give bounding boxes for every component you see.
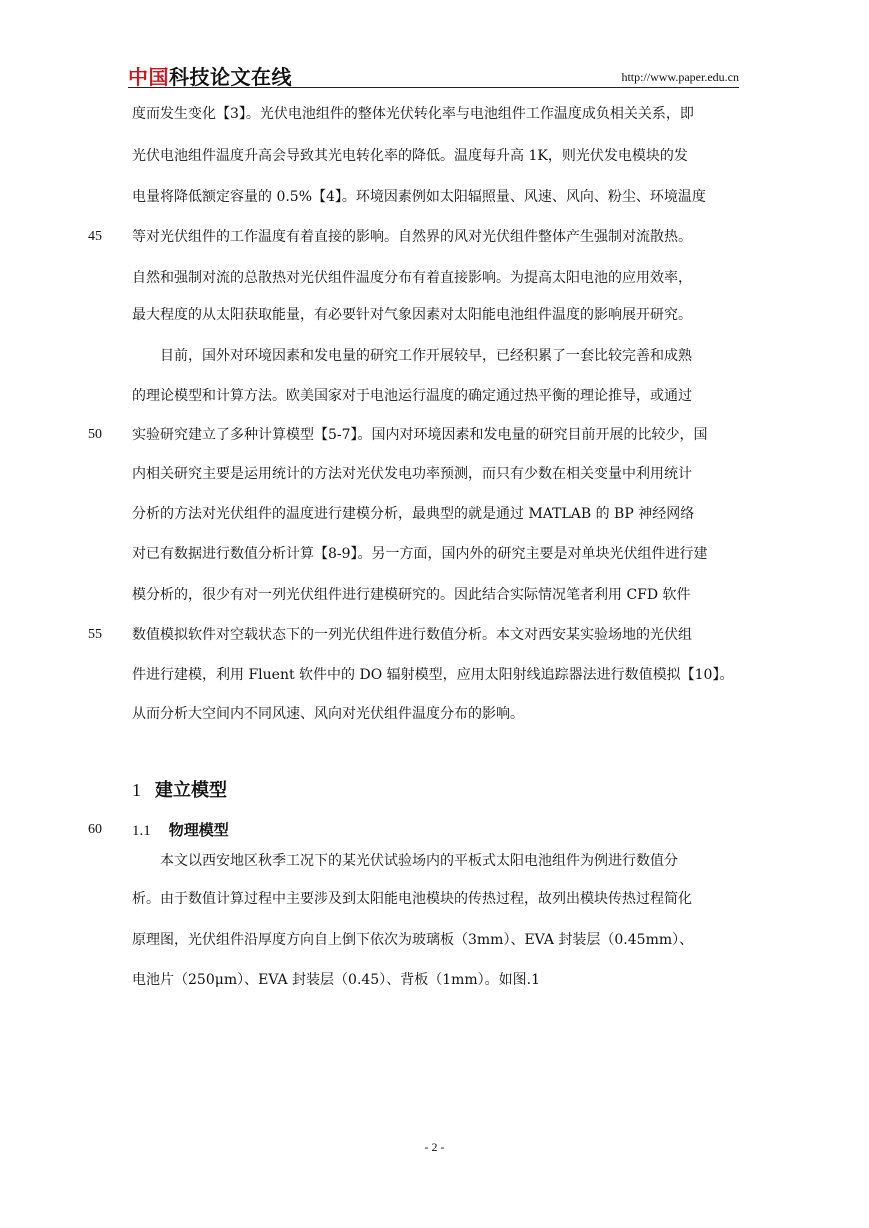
page-number: - 2 - [424,1140,445,1154]
body-line: 析。由于数值计算过程中主要涉及到太阳能电池模块的传热过程，故列出模块传热过程简化 [132,891,692,907]
body-line: 件进行建模，利用 Fluent 软件中的 DO 辐射模型，应用太阳射线追踪器法进行数值模拟【10】。 [132,667,734,683]
body-line: 数值模拟软件对空载状态下的一列光伏组件进行数值分析。本文对西安某实验场地的光伏组 [132,627,692,643]
header-divider [128,87,739,88]
body-line: 电池片（250μm）、EVA 封装层（0.45）、背板（1mm）。如图.1 [132,972,541,988]
line-number: 55 [88,627,102,642]
logo-black-text: 科技论文在线 [169,65,292,89]
body-line: 实验研究建立了多种计算模型【5-7】。国内对环境因素和发电量的研究目前开展的比较少，国 [132,427,708,443]
body-line: 本文以西安地区秋季工况下的某光伏试验场内的平板式太阳电池组件为例进行数值分 [132,853,678,869]
body-line: 原理图，光伏组件沿厚度方向自上倒下依次为玻璃板（3mm）、EVA 封装层（0.45mm）、 [132,932,694,948]
body-line: 模分析的，很少有对一列光伏组件进行建模研究的。因此结合实际情况笔者利用 CFD 软件 [132,587,691,603]
body-line: 度而发生变化【3】。光伏电池组件的整体光伏转化率与电池组件工作温度成负相关关系，即 [132,106,694,122]
body-line: 目前，国外对环境因素和发电量的研究工作开展较早，已经积累了一套比较完善和成熟 [132,348,692,364]
body-line: 最大程度的从太阳获取能量，有必要针对气象因素对太阳能电池组件温度的影响展开研究。 [132,307,692,323]
line-number: 60 [88,822,102,837]
header-url[interactable]: http://www.paper.edu.cn [621,70,739,84]
subsection-number: 1.1 [132,823,151,839]
body-line: 分析的方法对光伏组件的温度进行建模分析，最典型的就是通过 MATLAB 的 BP 神经网络 [132,506,695,522]
body-line: 的理论模型和计算方法。欧美国家对于电池运行温度的确定通过热平衡的理论推导，或通过 [132,388,692,404]
section-title: 建立模型 [155,780,227,801]
line-number: 50 [88,427,102,442]
logo-red-text: 中国 [128,65,169,89]
body-line: 内相关研究主要是运用统计的方法对光伏发电功率预测，而只有少数在相关变量中利用统计 [132,466,692,482]
body-line: 从而分析大空间内不同风速、风向对光伏组件温度分布的影响。 [132,706,524,722]
body-line: 对已有数据进行数值分析计算【8-9】。另一方面，国内外的研究主要是对单块光伏组件进行建 [132,546,708,562]
section-heading [132,776,227,802]
subsection-heading [132,819,229,840]
section-number: 1 [132,780,141,800]
journal-logo [128,61,292,90]
line-number: 45 [88,229,102,244]
body-line: 电量将降低额定容量的 0.5%【4】。环境因素例如太阳辐照量、风速、风向、粉尘、环境温度 [132,189,706,205]
body-line: 等对光伏组件的工作温度有着直接的影响。自然界的风对光伏组件整体产生强制对流散热。 [132,229,692,245]
body-line: 光伏电池组件温度升高会导致其光电转化率的降低。温度每升高 1K，则光伏发电模块的发 [132,148,688,164]
body-line: 自然和强制对流的总散热对光伏组件温度分布有着直接影响。为提高太阳电池的应用效率， [132,270,692,286]
subsection-title: 物理模型 [168,821,229,839]
